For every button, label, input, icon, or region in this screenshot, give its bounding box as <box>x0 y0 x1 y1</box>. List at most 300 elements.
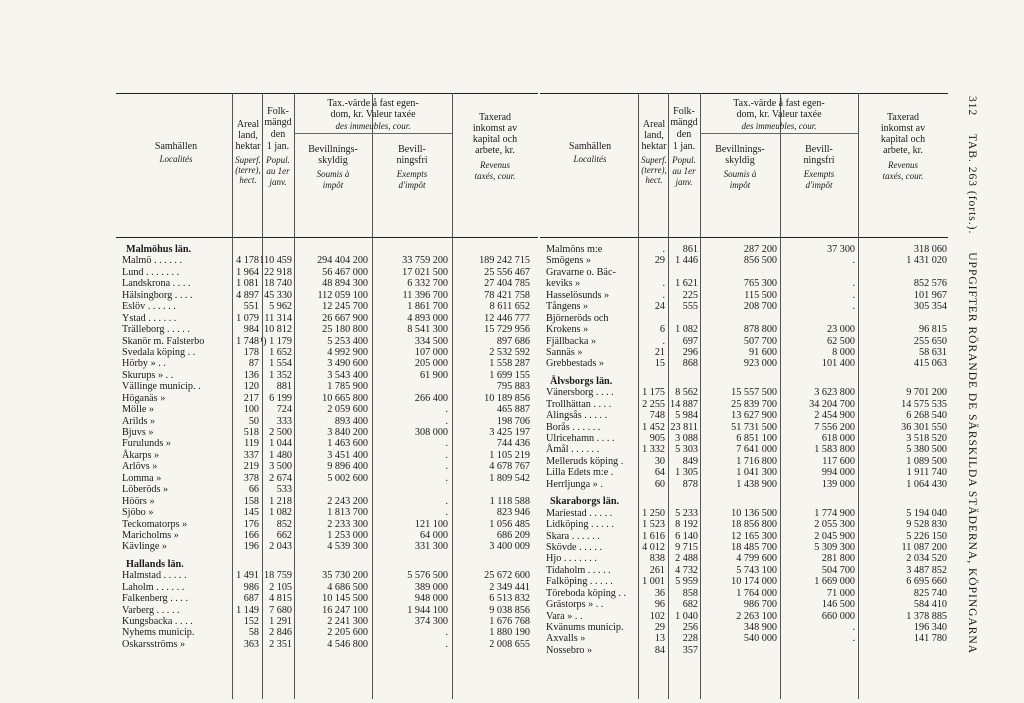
row-name: Töreboda köping . . <box>546 587 627 599</box>
cell-fri: 1 944 100 <box>407 604 448 616</box>
cell-fri: 6 332 700 <box>407 278 448 290</box>
cell-areal: 1 332 <box>642 444 665 456</box>
cell-taxerad: 1 105 219 <box>489 449 530 461</box>
cell-skyldig: 6 851 100 <box>736 433 777 444</box>
header-fri-line: ningsfri <box>803 155 835 166</box>
header-folk-line: mängd <box>670 117 698 128</box>
table-row <box>116 301 538 312</box>
row-name: Åmål . . . . . . <box>546 444 600 456</box>
cell-areal: 337 <box>243 449 259 461</box>
row-name: Falkenberg . . . . <box>122 593 189 605</box>
row-name: Malmöns m:e <box>546 244 603 255</box>
cell-areal: 1 491 <box>236 570 259 582</box>
header-areal: Areal <box>236 119 260 130</box>
cell-areal: 4 897 <box>236 289 259 301</box>
cell-folkmangd: 1 040 <box>675 610 698 622</box>
cell-skyldig: 2 059 600 <box>327 404 368 416</box>
table-row <box>116 639 538 650</box>
header-fri-line: ningsfri <box>396 155 428 166</box>
table-row <box>540 508 948 519</box>
cell-fri: 1 669 000 <box>814 576 855 588</box>
cell-taxerad: 465 887 <box>496 404 530 416</box>
cell-folkmangd: 8 192 <box>675 519 698 531</box>
cell-areal: 13 <box>654 633 665 645</box>
table-row <box>116 473 538 484</box>
cell-folkmangd: 697 <box>682 335 698 347</box>
table-row <box>116 324 538 335</box>
table-top-rule <box>116 93 538 94</box>
cell-folkmangd: 1 218 <box>269 495 292 507</box>
cell-fri: 33 759 200 <box>402 255 448 267</box>
side-caption-text <box>966 96 978 696</box>
header-taxerad-line: inkomst av <box>880 123 926 134</box>
row-name: Halmstad . . . . . <box>122 570 187 582</box>
header-skyldig-line: Soumis à <box>723 169 757 179</box>
cell-skyldig: 15 557 500 <box>731 387 777 399</box>
cell-skyldig: 1 813 700 <box>327 507 368 519</box>
cell-taxerad: 1 699 155 <box>489 369 530 381</box>
cell-skyldig: 10 665 800 <box>322 392 368 404</box>
table-row <box>540 444 948 455</box>
cell-taxerad: 11 087 200 <box>901 541 947 553</box>
cell-areal: 87 <box>248 358 259 370</box>
table-row <box>116 530 538 541</box>
table-row <box>116 484 538 495</box>
cell-skyldig: 878 800 <box>743 324 777 336</box>
cell-skyldig: 3 451 400 <box>327 449 368 461</box>
cell-taxerad: 1 089 500 <box>906 455 947 467</box>
cell-areal: 217 <box>243 392 259 404</box>
cell-areal: 29 <box>654 622 665 633</box>
cell-areal: 166 <box>243 529 259 541</box>
header-fri-line: d'impôt <box>805 180 833 190</box>
cell-fri: . <box>445 627 448 639</box>
row-name: Tidaholm . . . . . <box>546 564 611 576</box>
cell-skyldig: 9 896 400 <box>327 461 368 473</box>
row-name: Gravarne o. Bäc- <box>546 266 616 278</box>
table-row <box>540 467 948 478</box>
cell-taxerad: 196 340 <box>913 622 947 633</box>
header-taxerad-line: taxés, cour. <box>882 171 924 181</box>
cell-folkmangd: 2 105 <box>269 581 292 593</box>
cell-taxerad: 5 380 500 <box>906 444 947 456</box>
table-row <box>540 553 948 564</box>
row-name: Malmö . . . . . . <box>122 255 182 267</box>
table-row <box>540 576 948 587</box>
cell-folkmangd: 228 <box>682 633 698 645</box>
row-name: Arilds » <box>122 415 156 427</box>
cell-fri: . <box>445 472 448 484</box>
row-name: Vällinge municip. . <box>122 381 201 393</box>
cell-areal: 1 079 <box>236 312 259 324</box>
cell-skyldig: 3 840 200 <box>327 427 368 438</box>
row-name: Maricholms » <box>122 529 179 541</box>
row-name: Ulricehamn . . . . <box>546 433 615 444</box>
cell-fri: 1 583 800 <box>814 444 855 456</box>
section-heading <box>540 496 948 507</box>
table-row <box>540 645 948 656</box>
cell-folkmangd: 533 <box>276 484 292 496</box>
cell-folkmangd: 1 621 <box>675 278 698 290</box>
cell-skyldig: 18 485 700 <box>731 541 777 553</box>
cell-areal: 1 452 <box>642 421 665 433</box>
cell-taxerad: 6 695 660 <box>906 576 947 588</box>
cell-fri: 64 000 <box>419 529 448 541</box>
cell-areal: 748 <box>649 410 665 422</box>
cell-taxerad: 141 780 <box>913 633 947 645</box>
page-running-title: UPPGIFTER RÖRANDE DE SÄRSKILDA STÄDERNA, KÖPINGARNA <box>966 252 978 655</box>
cell-taxerad: 686 209 <box>496 529 530 541</box>
cell-taxerad: 415 063 <box>913 358 947 370</box>
cell-taxerad: 189 242 715 <box>479 255 530 267</box>
cell-folkmangd: 1 652 <box>269 346 292 358</box>
cell-areal: . <box>662 289 665 301</box>
cell-folkmangd: 9 715 <box>675 541 698 553</box>
cell-folkmangd: 2 846 <box>269 627 292 639</box>
row-name: Tångens » <box>546 301 589 313</box>
cell-skyldig: 765 300 <box>743 278 777 290</box>
cell-folkmangd: 5 303 <box>675 444 698 456</box>
row-name: Trälleborg . . . . . <box>122 324 190 336</box>
cell-areal: 58 <box>248 627 259 639</box>
cell-taxerad: 96 815 <box>918 324 947 336</box>
header-areal-line: hektar <box>235 141 261 152</box>
header-skyldig-line: impôt <box>729 180 751 190</box>
table-reference: TAB. 263 (forts.). <box>966 133 978 235</box>
header-fri-line: Exempts <box>396 169 428 179</box>
cell-fri: 334 500 <box>414 335 448 347</box>
table-row <box>116 582 538 593</box>
cell-areal: 1 175 <box>642 387 665 399</box>
cell-taxerad: 1 911 740 <box>906 467 947 479</box>
table-row <box>540 479 948 490</box>
row-name: Kvänums municip. <box>546 622 624 633</box>
cell-areal: 1 001 <box>642 576 665 588</box>
cell-areal: 261 <box>649 564 665 576</box>
table-row <box>540 324 948 335</box>
row-name: Hjo . . . . . . . <box>546 553 597 565</box>
cell-areal: 136 <box>243 369 259 381</box>
header-samhallen: Samhällen <box>568 141 612 152</box>
cell-areal: 21 <box>654 346 665 358</box>
table-row <box>540 611 948 622</box>
table-row <box>116 347 538 358</box>
cell-skyldig: 16 247 100 <box>322 604 368 616</box>
cell-folkmangd: 868 <box>682 358 698 370</box>
header-taxerad-line: kapital och <box>880 134 926 145</box>
cell-folkmangd: 1 305 <box>675 467 698 479</box>
row-name: Kungsbacka . . . . <box>122 616 193 627</box>
cell-fri: 2 454 900 <box>814 410 855 422</box>
cell-skyldig: 1 764 000 <box>736 587 777 599</box>
table-row <box>540 313 948 324</box>
table-row <box>540 347 948 358</box>
cell-areal: . <box>662 278 665 290</box>
cell-fri: 8 000 <box>832 346 855 358</box>
header-fri-line: d'impôt <box>398 180 426 190</box>
row-name: Vara » . . <box>546 610 583 622</box>
cell-skyldig: 112 059 100 <box>317 289 368 301</box>
header-localites: Localités <box>573 154 607 164</box>
table-row <box>116 290 538 301</box>
table-row <box>540 633 948 644</box>
cell-folkmangd: 357 <box>682 644 698 656</box>
cell-fri: 101 400 <box>821 358 855 370</box>
left-table-body <box>116 244 538 650</box>
header-samhallen: Samhällen <box>154 141 198 152</box>
cell-taxerad: 3 518 520 <box>906 433 947 444</box>
cell-folkmangd: 6 140 <box>675 530 698 542</box>
cell-skyldig: 893 400 <box>334 415 368 427</box>
cell-skyldig: 208 700 <box>743 301 777 313</box>
header-folk-line: mängd <box>264 117 292 128</box>
cell-folkmangd: 881 <box>276 381 292 393</box>
header-taxerad: Taxerad <box>478 112 512 123</box>
cell-folkmangd: 45 330 <box>263 289 292 301</box>
header-areal-line: land, <box>644 130 664 141</box>
cell-fri: . <box>852 622 855 633</box>
cell-fri: . <box>852 278 855 290</box>
cell-skyldig: 1 041 300 <box>736 467 777 479</box>
cell-areal: 1 149 <box>236 604 259 616</box>
cell-areal: 1 616 <box>642 530 665 542</box>
cell-folkmangd: 724 <box>276 404 292 416</box>
row-name: Oskarsströms » <box>122 638 186 650</box>
cell-folkmangd: 858 <box>682 587 698 599</box>
cell-folkmangd: 852 <box>276 518 292 530</box>
section-title: Malmöhus län. <box>126 244 192 255</box>
row-name: Löberöds » <box>122 484 169 496</box>
cell-folkmangd: 7 680 <box>269 604 292 616</box>
row-name: Axvalls » <box>546 633 586 645</box>
row-name: Melleruds köping . <box>546 455 624 467</box>
row-name: Herrljunga » . <box>546 478 603 490</box>
row-name: Ystad . . . . . . <box>122 312 177 324</box>
header-taxerad-line: arbete, kr. <box>883 145 923 156</box>
cell-fri: 62 500 <box>826 335 855 347</box>
table-row <box>116 358 538 369</box>
table-row <box>116 616 538 627</box>
cell-skyldig: 1 716 800 <box>736 455 777 467</box>
section-title: Skaraborgs län. <box>550 496 620 508</box>
cell-skyldig: 26 667 900 <box>322 312 368 324</box>
cell-areal: 4 178 <box>236 255 259 267</box>
cell-taxerad: 9 528 830 <box>906 519 947 531</box>
cell-taxerad: 318 060 <box>913 244 947 255</box>
cell-taxerad: 2 349 441 <box>489 581 530 593</box>
cell-fri: 146 500 <box>821 599 855 611</box>
header-skyldig: Bevillnings- <box>715 144 765 155</box>
cell-folkmangd: 256 <box>682 622 698 633</box>
header-span-rule <box>700 133 858 134</box>
cell-areal: 84 <box>654 644 665 656</box>
cell-taxerad: 1 118 588 <box>489 495 530 507</box>
cell-skyldig: 2 263 100 <box>736 610 777 622</box>
table-row <box>116 313 538 324</box>
cell-areal: 551 <box>243 301 259 313</box>
row-name: Mariestad . . . . . <box>546 507 613 519</box>
table-row <box>116 438 538 449</box>
cell-fri: . <box>445 438 448 450</box>
cell-areal: 145 <box>243 507 259 519</box>
cell-areal: 96 <box>654 599 665 611</box>
header-areal-line: land, <box>238 130 258 141</box>
row-name: Furulunds » <box>122 438 171 450</box>
table-row <box>540 399 948 410</box>
row-name: Hörby » . . <box>122 358 166 370</box>
row-name: Vänersborg . . . . <box>546 387 614 399</box>
cell-skyldig: 25 180 800 <box>322 324 368 336</box>
cell-fri: 504 700 <box>821 564 855 576</box>
cell-taxerad: 1 378 885 <box>906 610 947 622</box>
table-row <box>540 565 948 576</box>
cell-fri: 37 300 <box>826 244 855 255</box>
header-areal-line: (terre), <box>235 165 261 175</box>
cell-folkmangd: 5 233 <box>675 507 698 519</box>
cell-taxerad: 1 558 287 <box>489 358 530 370</box>
cell-folkmangd: 4 732 <box>675 564 698 576</box>
cell-taxerad: 3 425 197 <box>489 427 530 438</box>
table-row <box>540 542 948 553</box>
cell-folkmangd: 1 554 <box>269 358 292 370</box>
cell-areal: 158 <box>243 495 259 507</box>
header-taxvarde: Tax.-värde å fast egen- <box>327 98 419 109</box>
cell-fri: 23 000 <box>826 324 855 336</box>
cell-skyldig: 348 900 <box>743 622 777 633</box>
section-title: Älvsborgs län. <box>550 375 613 387</box>
table-row <box>116 393 538 404</box>
cell-areal: 363 <box>243 638 259 650</box>
table-row <box>116 593 538 604</box>
cell-skyldig: 4 992 900 <box>327 346 368 358</box>
cell-areal: 36 <box>654 587 665 599</box>
cell-areal: 984 <box>243 324 259 336</box>
cell-taxerad: 12 446 777 <box>484 312 530 324</box>
cell-folkmangd: 18 759 <box>263 570 292 582</box>
header-folkmangd: Folk- <box>673 106 695 117</box>
cell-areal: 66 <box>248 484 259 496</box>
cell-fri: 17 021 500 <box>402 266 448 278</box>
header-skyldig-line: skyldig <box>725 155 755 166</box>
row-name: Björneröds och <box>546 312 609 324</box>
cell-folkmangd: 8 562 <box>675 387 698 399</box>
cell-folkmangd: 5 962 <box>269 301 292 313</box>
cell-taxerad: 255 650 <box>913 335 947 347</box>
cell-fri: 121 100 <box>414 518 448 530</box>
cell-folkmangd: ¹) 1 179 <box>260 335 292 347</box>
header-fri: Bevill- <box>398 144 426 155</box>
cell-areal: 1 250 <box>642 507 665 519</box>
cell-fri: 5 309 300 <box>814 541 855 553</box>
cell-fri: 374 300 <box>414 616 448 627</box>
section-title: Hallands län. <box>126 558 184 570</box>
cell-areal: 1 964 <box>236 266 259 278</box>
cell-taxerad: 6 513 832 <box>489 593 530 605</box>
cell-taxerad: 795 883 <box>496 381 530 393</box>
cell-folkmangd: 3 500 <box>269 461 292 473</box>
cell-areal: 1 081 <box>236 278 259 290</box>
cell-areal: 687 <box>243 593 259 605</box>
cell-fri: 266 400 <box>414 392 448 404</box>
cell-areal: 120 <box>243 381 259 393</box>
header-folkmangd: Folk- <box>267 106 289 117</box>
cell-folkmangd: 296 <box>682 346 698 358</box>
cell-areal: 30 <box>654 455 665 467</box>
cell-fri: 660 000 <box>821 610 855 622</box>
cell-taxerad: 823 946 <box>496 507 530 519</box>
page-number: 312 <box>966 96 978 117</box>
row-name: Lomma » <box>122 472 162 484</box>
cell-folkmangd: 6 199 <box>269 392 292 404</box>
cell-areal: 152 <box>243 616 259 627</box>
cell-folkmangd: 555 <box>682 301 698 313</box>
header-folk-line: au 1er <box>672 166 696 176</box>
cell-skyldig: 5 743 100 <box>736 564 777 576</box>
header-skyldig-line: Soumis à <box>316 169 350 179</box>
cell-areal: 378 <box>243 472 259 484</box>
table-row <box>116 416 538 427</box>
cell-fri: . <box>445 461 448 473</box>
table-row <box>540 278 948 289</box>
cell-fri: 5 576 500 <box>407 570 448 582</box>
cell-skyldig: 856 500 <box>743 255 777 267</box>
row-name: Landskrona . . . . <box>122 278 191 290</box>
header-folk-line: 1 jan. <box>672 141 696 152</box>
cell-areal: 2 255 <box>642 398 665 410</box>
cell-folkmangd: 861 <box>682 244 698 255</box>
row-name: Krokens » <box>546 324 589 336</box>
cell-folkmangd: 4 815 <box>269 593 292 605</box>
row-name: Teckomatorps » <box>122 518 188 530</box>
cell-folkmangd: 1 291 <box>269 616 292 627</box>
header-taxvarde-line: dom, kr. Valeur taxée <box>330 109 416 120</box>
cell-fri: 34 204 700 <box>809 398 855 410</box>
cell-taxerad: 78 421 758 <box>484 289 530 301</box>
cell-fri: 1 861 700 <box>407 301 448 313</box>
row-name: Borås . . . . . . <box>546 421 601 433</box>
row-name: Arlövs » <box>122 461 158 473</box>
row-name: Skurups » . . <box>122 369 174 381</box>
cell-fri: . <box>445 415 448 427</box>
cell-taxerad: 27 404 785 <box>484 278 530 290</box>
cell-fri: . <box>445 404 448 416</box>
header-taxerad-line: Revenus <box>480 160 510 170</box>
cell-skyldig: 51 731 500 <box>731 421 777 433</box>
cell-areal: 50 <box>248 415 259 427</box>
right-table-body <box>540 244 948 656</box>
cell-areal: 6 <box>659 324 665 336</box>
cell-taxerad: 25 556 467 <box>484 266 530 278</box>
table-row <box>116 627 538 638</box>
table-row <box>116 370 538 381</box>
header-bottom-rule <box>540 237 948 238</box>
table-row <box>540 433 948 444</box>
row-name: Fjällbacka » <box>546 335 597 347</box>
cell-folkmangd: 22 918 <box>263 266 292 278</box>
cell-folkmangd: 878 <box>682 478 698 490</box>
header-localites: Localités <box>159 154 193 164</box>
table-row <box>540 244 948 255</box>
cell-fri: 2 055 300 <box>814 519 855 531</box>
cell-fri: 61 900 <box>419 369 448 381</box>
cell-areal: 178 <box>243 346 259 358</box>
cell-skyldig: 12 165 300 <box>731 530 777 542</box>
row-name: Skövde . . . . . <box>546 541 603 553</box>
cell-folkmangd: 2 488 <box>675 553 698 565</box>
cell-fri: 71 000 <box>826 587 855 599</box>
cell-areal: 119 <box>244 438 259 450</box>
header-folk-line: den <box>270 129 286 140</box>
